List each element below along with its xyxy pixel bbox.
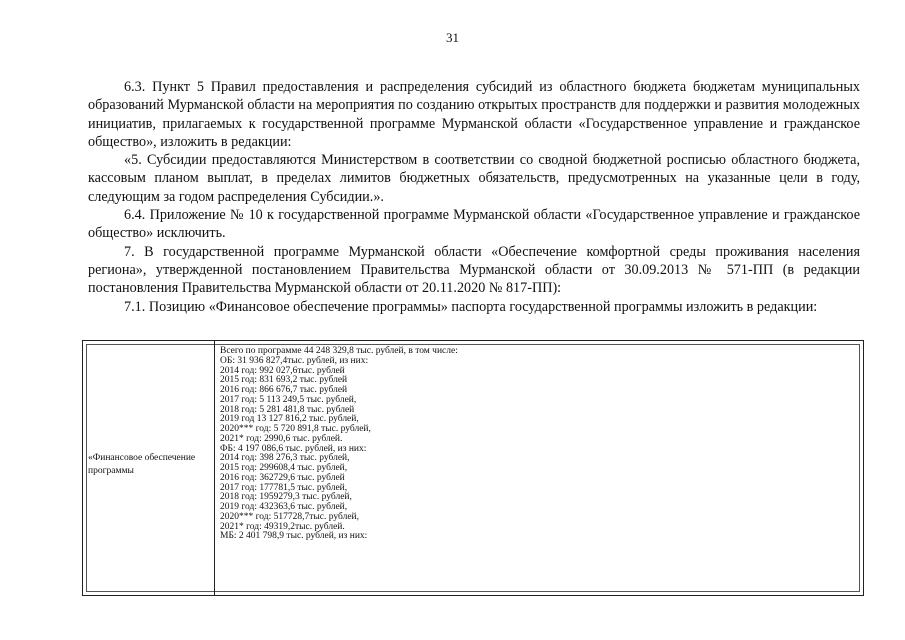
column-divider	[214, 341, 215, 595]
financing-line: 2018 год: 1959279,3 тыс. рублей,	[220, 492, 352, 503]
paragraph-7-1: 7.1. Позицию «Финансовое обеспечение программы» паспорта государственной программы изложить в редакции:	[124, 298, 818, 315]
financing-line: 2021* год: 49319,2тыс. рублей.	[220, 521, 345, 532]
financing-line: 2015 год: 299608,4 тыс. рублей,	[220, 463, 348, 473]
financing-line: 2019 год 13 127 816,2 тыс. рублей,	[220, 414, 359, 425]
paragraph-6-3: 6.3. Пункт 5 Правил предоставления и распределения субсидий из областного бюджета бюджетам муниципальных образований Мурманской области на мероприятия по созданию открытых пространств для поддержки и развития молодежных инициатив, прилагаемых к государственной программе Мурманской области «Государственное управление и гражданское общество», изложить в редакции:	[88, 79, 860, 150]
financing-line: 2017 год: 177781,5 тыс. рублей,	[220, 482, 348, 493]
position-label-cell: «Финансовое обеспечение программы	[88, 453, 196, 476]
page-number: 31	[446, 30, 459, 45]
financing-line: 2016 год: 866 676,7 тыс. рублей	[220, 385, 348, 395]
financing-line: 2020*** год: 5 720 891,8 тыс. рублей,	[220, 424, 371, 434]
financing-values-cell	[220, 347, 820, 542]
financing-line: ОБ: 31 936 827,4тыс. рублей, из них:	[220, 355, 369, 366]
financing-line: 2020*** год: 517728,7тыс. рублей,	[220, 511, 359, 522]
financing-line: Всего по программе 44 248 329,8 тыс. рублей, в том числе:	[220, 346, 458, 356]
financing-line: 2014 год: 398 276,3 тыс. рублей,	[220, 453, 350, 464]
financing-line: 2014 год: 992 027,6тыс. рублей	[220, 365, 345, 376]
financing-line: 2017 год: 5 113 249,5 тыс. рублей,	[220, 394, 357, 405]
body-text	[88, 78, 860, 316]
financing-line: 2021* год: 2990,6 тыс. рублей.	[220, 433, 343, 444]
paragraph-6-4: 6.4. Приложение № 10 к государственной программе Мурманской области «Государственное управление и гражданское общество» исключить.	[88, 207, 860, 242]
financing-line: 2016 год: 362729,6 тыс. рублей	[220, 472, 345, 483]
paragraph-quote-5: «5. Субсидии предоставляются Министерством в соответствии со сводной бюджетной росписью областного бюджета, кассовым планом выплат, в пределах лимитов бюджетных обязательств, предусмотренных на указанные цели в году, следующим за годом распределения Субсидии.».	[88, 152, 860, 205]
financing-line: 2015 год: 831 693,2 тыс. рублей	[220, 375, 348, 386]
financing-table	[82, 340, 864, 596]
financing-line: 2019 год: 432363,6 тыс. рублей,	[220, 502, 348, 512]
financing-line: 2018 год: 5 281 481,8 тыс. рублей	[220, 404, 355, 415]
financing-line: ФБ: 4 197 086,6 тыс. рублей, из них:	[220, 443, 367, 454]
financing-line: МБ: 2 401 798,9 тыс. рублей, из них:	[220, 531, 368, 542]
paragraph-7: 7. В государственной программе Мурманской области «Обеспечение комфортной среды проживания населения региона», утвержденной постановлением Правительства Мурманской области от 30.09.2013 № 571-ПП (в редакции постановления Правительства Мурманской области от 20.11.2020 № 817-ПП):	[88, 243, 860, 297]
